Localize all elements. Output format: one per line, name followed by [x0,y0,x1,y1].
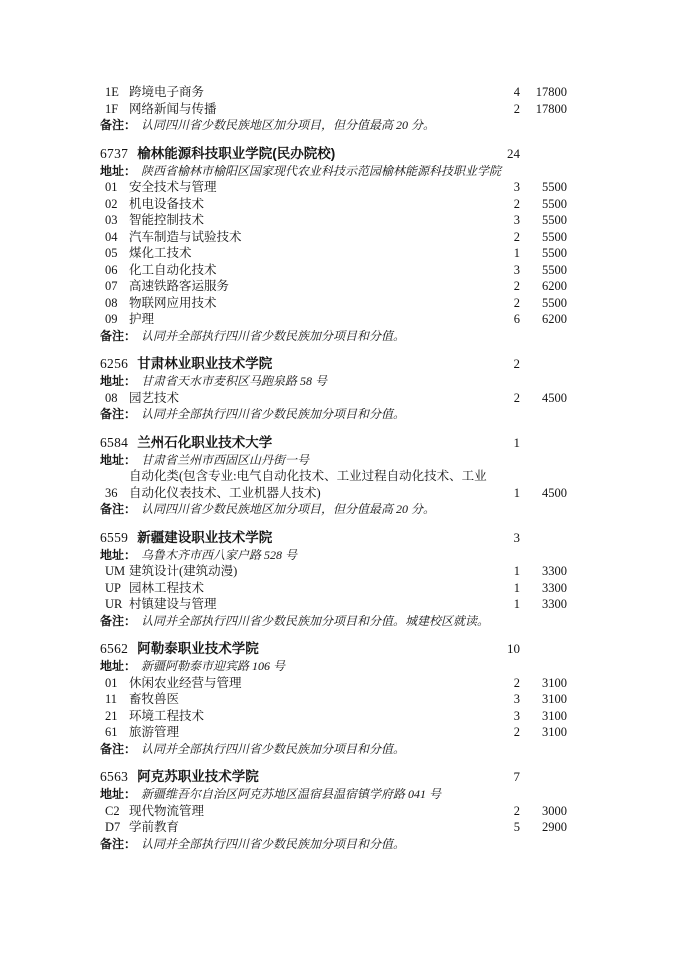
program-fee: 3100 [542,692,567,706]
program-fee: 5500 [542,295,567,310]
college-header-row [100,768,567,786]
program-quota: 2 [513,803,520,818]
program-quota: 6 [513,312,520,326]
college-name: 甘肃林业职业技术学院 [137,356,273,371]
program-code: D7 [105,820,121,834]
program-quota: 3 [513,213,520,227]
program-name: 旅游管理 [129,725,180,739]
program-row [100,229,567,246]
program-fee: 3000 [542,803,567,818]
college-total-quota: 2 [513,356,520,371]
note-row [100,117,567,134]
program-quota: 2 [513,295,520,310]
program-fee: 5500 [542,246,567,260]
note-label: 备注： [100,836,137,851]
college-header-row [100,529,567,547]
college-code: 6737 [100,145,129,161]
program-fee: 3300 [542,597,567,611]
address-row [100,658,567,675]
program-name: 护理 [129,312,155,326]
program-fee: 17800 [535,85,567,99]
college-section [100,145,567,345]
program-code: 21 [105,708,118,723]
note-label: 备注： [100,328,137,343]
program-name: 现代物流管理 [129,803,205,818]
program-fee: 6200 [542,312,567,326]
note-text: 认同并全部执行四川省少数民族加分项目和分值。 [141,836,406,851]
college-code: 6559 [100,529,129,545]
college-total-quota: 7 [513,769,520,784]
note-text: 认同并全部执行四川省少数民族加分项目和分值。 [141,407,406,421]
address-label: 地址： [100,659,137,673]
program-row [100,819,567,836]
program-fee: 5500 [542,262,567,277]
program-name: 物联网应用技术 [129,295,217,310]
program-fee: 5500 [542,196,567,211]
program-row [100,691,567,708]
note-label: 备注： [100,741,137,756]
program-code: 06 [105,262,118,277]
program-quota: 5 [513,820,520,834]
address-row [100,452,567,469]
program-code: 11 [105,692,118,706]
address-label: 地址： [100,163,137,178]
program-fee: 4500 [542,485,567,500]
college-name: 榆林能源科技职业学院(民办院校) [137,145,336,161]
program-code: 03 [105,213,118,227]
address-text: 新疆阿勒泰市迎宾路 106 号 [141,659,286,673]
address-row [100,163,567,180]
address-row [100,547,567,564]
college-section [100,529,567,630]
college-name: 兰州石化职业技术大学 [137,434,273,450]
program-quota: 2 [513,229,520,244]
program-name: 村镇建设与管理 [129,597,217,611]
program-code: C2 [105,803,120,818]
program-row [100,724,567,741]
program-code: 09 [105,312,118,326]
address-text: 甘肃省兰州市西固区山丹街一号 [141,452,310,467]
note-label: 备注： [100,502,137,516]
program-fee: 6200 [542,279,567,293]
program-row [100,84,567,101]
college-header-row [100,434,567,452]
program-fee: 3300 [542,580,567,595]
college-name: 新疆建设职业技术学院 [137,529,273,545]
program-quota: 2 [513,279,520,293]
program-quota: 2 [513,725,520,739]
program-code: 02 [105,196,118,211]
program-name: 园艺技术 [129,390,180,405]
college-section [100,640,567,757]
program-quota: 3 [513,708,520,723]
program-code: UR [105,597,123,611]
address-text: 陕西省榆林市榆阳区国家现代农业科技示范园榆林能源科技职业学院 [141,163,502,178]
college-header-row [100,640,567,658]
address-text: 乌鲁木齐市西八家户路 528 号 [141,547,298,562]
program-code: UM [105,564,126,578]
program-row [100,468,567,501]
program-fee: 5500 [542,180,567,194]
note-text: 认同四川省少数民族地区加分项目，但分值最高 20 分。 [141,502,436,516]
program-row [100,179,567,196]
program-name: 园林工程技术 [129,580,205,595]
program-fee: 3300 [542,564,567,578]
program-quota: 3 [513,262,520,277]
program-code: 1F [105,101,119,116]
program-name: 自动化类(包含专业:电气自动化技术、工业过程自动化技术、工业自动化仪表技术、工业机器人技术) [129,469,487,500]
program-row [100,708,567,725]
note-text: 认同并全部执行四川省少数民族加分项目和分值。 [141,741,406,756]
program-fee: 17800 [535,101,567,116]
program-name: 机电设备技术 [129,196,205,211]
program-row [100,245,567,262]
program-row [100,212,567,229]
address-row [100,373,567,390]
program-name: 高速铁路客运服务 [129,279,230,293]
program-code: 04 [105,229,118,244]
program-code: UP [105,580,121,595]
program-fee: 3100 [542,708,567,723]
program-quota: 3 [513,692,520,706]
program-name: 智能控制技术 [129,213,205,227]
program-name: 学前教育 [129,820,180,834]
program-row [100,580,567,597]
program-row [100,803,567,820]
note-row [100,501,567,518]
program-name: 安全技术与管理 [129,180,217,194]
program-code: 08 [105,390,118,405]
program-name: 畜牧兽医 [129,692,180,706]
program-fee: 3100 [542,675,567,690]
program-row [100,295,567,312]
college-section [100,768,567,852]
program-code: 36 [105,485,118,500]
program-row [100,311,567,328]
program-quota: 1 [513,246,520,260]
program-fee: 4500 [542,390,567,405]
college-header-row [100,145,567,163]
college-code: 6563 [100,769,129,784]
program-name: 汽车制造与试验技术 [129,229,242,244]
program-fee: 5500 [542,213,567,227]
program-row [100,262,567,279]
program-row [100,196,567,213]
address-text: 新疆维吾尔自治区阿克苏地区温宿县温宿镇学府路 041 号 [141,787,442,801]
college-section [100,434,567,518]
program-code: 01 [105,675,118,690]
college-total-quota: 3 [513,529,520,545]
college-header-row [100,355,567,373]
program-quota: 2 [513,675,520,690]
college-section [100,355,567,423]
program-name: 煤化工技术 [129,246,192,260]
note-row [100,836,567,853]
program-row [100,675,567,692]
program-fee: 3100 [542,725,567,739]
address-label: 地址： [100,787,137,801]
address-text: 甘肃省天水市麦积区马跑泉路 58 号 [141,374,328,388]
college-section [100,84,567,134]
program-quota: 4 [513,85,520,99]
college-total-quota: 10 [507,641,520,656]
program-code: 01 [105,180,118,194]
note-label: 备注： [100,613,137,628]
program-row [100,278,567,295]
program-quota: 1 [513,597,520,611]
program-name: 化工自动化技术 [129,262,217,277]
program-name: 网络新闻与传播 [129,101,217,116]
program-row [100,596,567,613]
note-label: 备注： [100,407,137,421]
program-quota: 2 [513,196,520,211]
college-code: 6562 [100,641,129,656]
program-name: 建筑设计(建筑动漫) [129,564,238,578]
note-label: 备注： [100,118,137,132]
college-code: 6256 [100,356,129,371]
note-text: 认同并全部执行四川省少数民族加分项目和分值。城建校区就读。 [141,613,490,628]
program-quota: 1 [513,580,520,595]
college-total-quota: 24 [507,145,520,161]
note-row [100,613,567,630]
program-code: 61 [105,725,118,739]
address-label: 地址： [100,547,137,562]
program-code: 1E [105,85,119,99]
note-text: 认同四川省少数民族地区加分项目，但分值最高 20 分。 [141,118,436,132]
note-text: 认同并全部执行四川省少数民族加分项目和分值。 [141,328,406,343]
college-name: 阿勒泰职业技术学院 [137,641,259,656]
college-code: 6584 [100,434,129,450]
address-row [100,786,567,803]
program-fee: 2900 [542,820,567,834]
program-quota: 2 [513,101,520,116]
program-name: 跨境电子商务 [129,85,205,99]
college-total-quota: 1 [513,434,520,450]
note-row [100,741,567,758]
address-label: 地址： [100,374,137,388]
note-row [100,328,567,345]
program-quota: 1 [513,564,520,578]
program-row [100,390,567,407]
program-quota: 1 [513,485,520,500]
program-name: 环境工程技术 [129,708,205,723]
program-row [100,101,567,118]
program-quota: 2 [513,390,520,405]
program-quota: 3 [513,180,520,194]
program-code: 05 [105,246,118,260]
program-name: 休闲农业经营与管理 [129,675,242,690]
program-row [100,563,567,580]
program-code: 07 [105,279,118,293]
college-name: 阿克苏职业技术学院 [137,769,259,784]
program-fee: 5500 [542,229,567,244]
program-code: 08 [105,295,118,310]
address-label: 地址： [100,452,137,467]
admission-list [100,84,567,852]
note-row [100,406,567,423]
